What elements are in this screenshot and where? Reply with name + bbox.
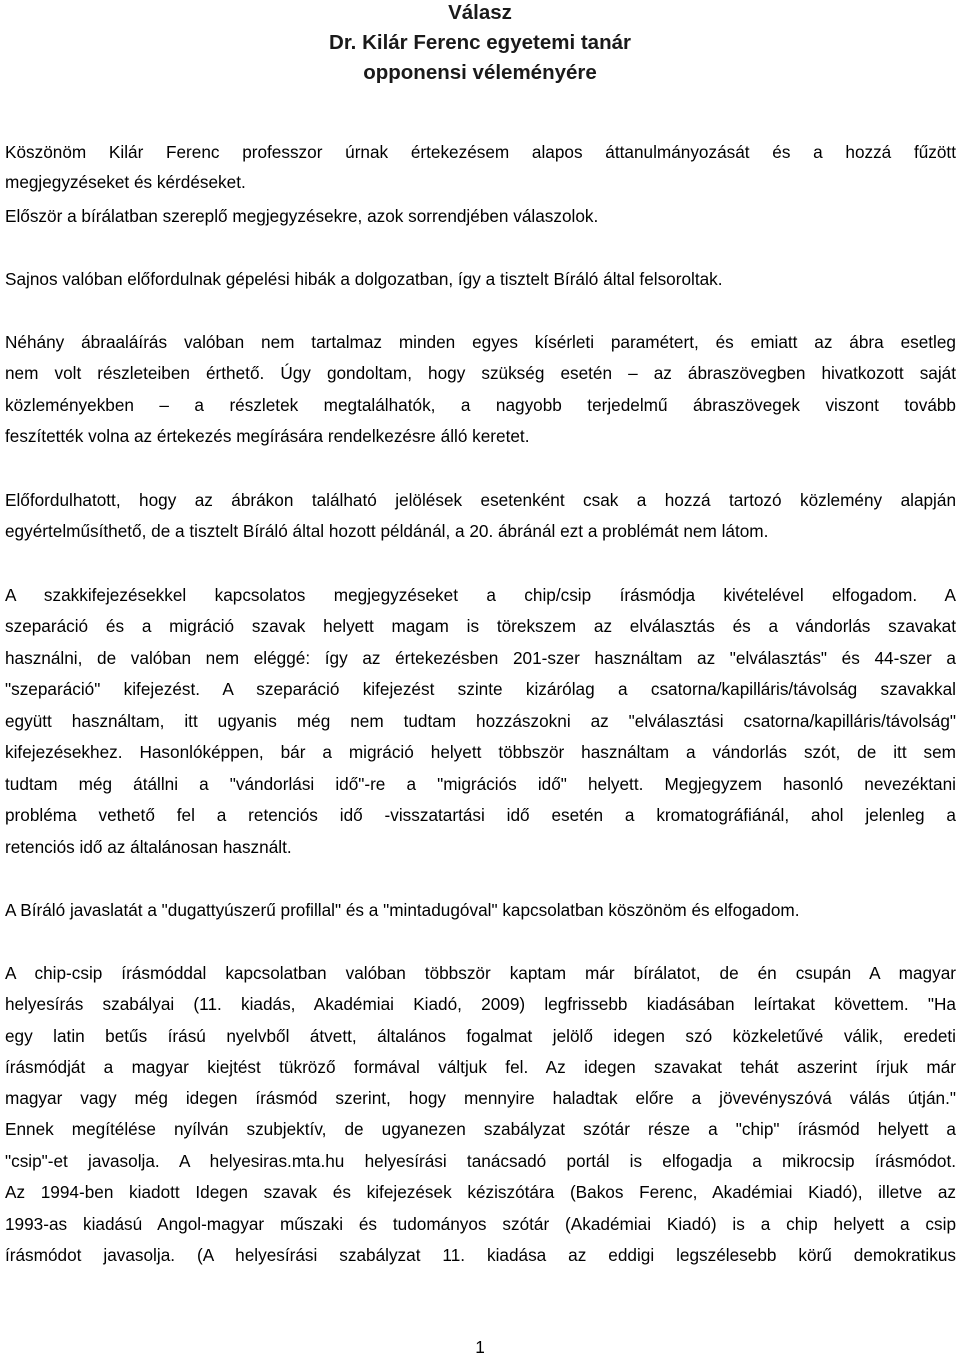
text-line: "szeparáció" kifejezést. A szeparáció kifejezést szinte kizárólag a csatorna/kapilláris/távolság szavakkal <box>5 679 956 699</box>
text-line: helyesírás szabályai (11. kiadás, Akadémiai Kiadó, 2009) legfrissebb kiadásában leírtakat követtem. "Ha <box>5 994 956 1014</box>
text-line: 1993-as kiadású Angol-magyar műszaki és tudományos szótár (Akadémiai Kiadó) is a chip helyett a csip <box>5 1214 956 1234</box>
text-line: szeparáció és a migráció szavak helyett magam is törekszem az elválasztás és a vándorlás szavakat <box>5 616 956 636</box>
text-line: használni, de valóban nem eléggé: így az értekezésben 201-szer használtam az "elválasztás" és 44-szer a <box>5 648 956 668</box>
text-line: közleményekben – a részletek megtalálhatók, a nagyobb terjedelmű ábraszövegek viszont tovább <box>5 395 956 415</box>
title-line-2: Dr. Kilár Ferenc egyetemi tanár <box>329 31 631 54</box>
text-line: kifejezésekhez. Hasonlóképpen, bár a migráció helyett többször használtam a vándorlás szót, de itt sem <box>5 742 956 762</box>
text-line: Sajnos valóban előfordulnak gépelési hibák a dolgozatban, így a tisztelt Bíráló által felsoroltak. <box>5 269 723 289</box>
text-line: probléma vethető fel a retenciós idő -visszatartási idő esetén a kromatográfiánál, ahol jelenleg a <box>5 805 956 825</box>
text-line: A Bíráló javaslatát a "dugattyúszerű profillal" és a "mintadugóval" kapcsolatban köszönöm és elfogadom. <box>5 900 800 920</box>
text-line: Köszönöm Kilár Ferenc professzor úrnak értekezésem alapos áttanulmányozását és a hozzá fűzött <box>5 142 956 162</box>
text-line: feszítették volna az értekezés megírására rendelkezésre álló keretet. <box>5 426 530 446</box>
text-line: együtt használtam, itt ugyanis még nem tudtam hozzászokni az "elválasztási csatorna/kapilláris/távolság" <box>5 711 956 731</box>
text-line: Előfordulhatott, hogy az ábrákon található jelölések esetenként csak a hozzá tartozó közlemény alapján <box>5 490 956 510</box>
text-line: "csip"-et javasolja. A helyesiras.mta.hu helyesírási tanácsadó portál is elfogadja a mikrocsip írásmódot. <box>5 1151 956 1171</box>
text-line: Néhány ábraaláírás valóban nem tartalmaz minden egyes kísérleti paramétert, és emiatt az ábra esetleg <box>5 332 956 352</box>
text-line: retenciós idő az általánosan használt. <box>5 837 292 857</box>
text-line: tudtam még átállni a "vándorlási idő"-re a "migrációs idő" helyett. Megjegyzem hasonló nevezéktani <box>5 774 956 794</box>
text-line: Először a bírálatban szereplő megjegyzésekre, azok sorrendjében válaszolok. <box>5 206 599 226</box>
text-line: Ennek megítélése nyílván szubjektív, de ugyanezen szabályzat szótár része a "chip" írásmód helyett a <box>5 1119 956 1139</box>
page-number: 1 <box>475 1337 485 1357</box>
text-line: A chip-csip írásmóddal kapcsolatban valóban többször kaptam már bírálatot, de én csupán A magyar <box>5 963 956 983</box>
text-line: írásmódot javasolja. (A helyesírási szabályzat 11. kiadása az eddigi legszélesebb körű demokratikus <box>5 1245 956 1265</box>
text-line: A szakkifejezésekkel kapcsolatos megjegyzéseket a chip/csip írásmódja kivételével elfogadom. A <box>5 585 956 605</box>
text-line: egy latin betűs írású nyelvből átvett, általános fogalmat jelölő idegen szó közkeletűvé válik, eredeti <box>5 1026 956 1046</box>
title-line-3: opponensi véleményére <box>363 61 597 84</box>
text-line: Az 1994-ben kiadott Idegen szavak és kifejezések kéziszótára (Bakos Ferenc, Akadémiai Kiadó), illetve az <box>5 1182 956 1202</box>
title-line-1: Válasz <box>448 1 512 24</box>
text-line: egyértelműsíthető, de a tisztelt Bíráló által hozott példánál, a 20. ábránál ezt a problémát nem látom. <box>5 521 769 541</box>
text-line: nem volt részleteiben érthető. Úgy gondoltam, hogy szükség esetén – az ábraszövegben hivatkozott saját <box>5 363 956 383</box>
text-line: megjegyzéseket és kérdéseket. <box>5 172 246 192</box>
text-line: magyar vagy még idegen írásmód szerint, hogy mennyire haladtak előre a jövevényszóvá válás útján." <box>5 1088 956 1108</box>
text-line: írásmódját a magyar kiejtést tükröző formával váltjuk fel. Az idegen szavakat tehát aszerint írjuk már <box>5 1057 956 1077</box>
